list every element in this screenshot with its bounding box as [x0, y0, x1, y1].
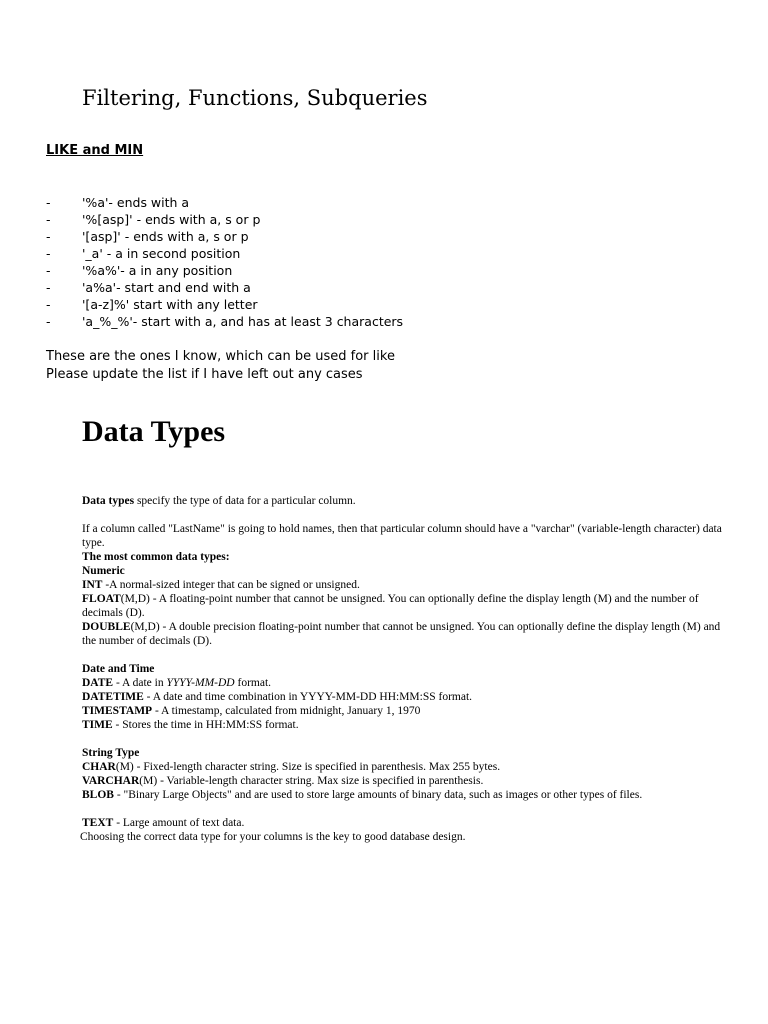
type-name: DATE: [82, 677, 114, 689]
list-item-text: 'a%a'- start and end with a: [82, 280, 251, 295]
type-args: (M,D): [120, 593, 150, 605]
type-name: TEXT: [82, 817, 114, 829]
list-item-text: '%a%'- a in any position: [82, 263, 233, 278]
note-line-2: Please update the list if I have left out any cases: [46, 367, 363, 382]
list-dash: -: [46, 195, 51, 210]
type-name: DOUBLE: [82, 621, 131, 633]
char-entry: [82, 760, 722, 774]
type-desc: - Large amount of text data.: [113, 817, 245, 829]
list-dash: -: [46, 314, 51, 329]
type-desc: - A timestamp, calculated from midnight, January 1, 1970: [152, 705, 421, 717]
type-args: (M): [115, 761, 134, 773]
type-name: INT: [82, 579, 103, 591]
type-desc: - Stores the time in HH:MM:SS format.: [112, 719, 299, 731]
list-item-text: 'a_%_%'- start with a, and has at least 3 characters: [82, 314, 404, 329]
list-item-text: '%[asp]' - ends with a, s or p: [82, 212, 261, 227]
like-min-heading: LIKE and MIN: [46, 143, 144, 158]
datetime-entry: [82, 690, 722, 704]
list-dash: -: [46, 263, 51, 278]
type-name: TIME: [82, 719, 113, 731]
type-desc: - A date and time combination in YYYY-MM-DD HH:MM:SS format.: [143, 691, 473, 703]
note-line-1: These are the ones I know, which can be used for like: [46, 349, 395, 364]
type-args: (M): [139, 775, 158, 787]
float-entry: [82, 592, 722, 620]
list-item-text: '%a'- ends with a: [82, 195, 190, 210]
text-entry: [82, 816, 722, 830]
list-dash: -: [46, 297, 51, 312]
type-name: DATETIME: [82, 691, 144, 703]
blob-entry: [82, 788, 722, 802]
type-desc-end: format.: [234, 677, 272, 689]
date-entry: [82, 676, 722, 690]
type-desc: - "Binary Large Objects" and are used to store large amounts of binary data, such as images or other types of files.: [113, 789, 643, 801]
type-args: (M,D): [130, 621, 160, 633]
list-dash: -: [46, 246, 51, 261]
time-entry: [82, 718, 722, 732]
type-desc: -A normal-sized integer that can be signed or unsigned.: [102, 579, 360, 591]
page-title: Filtering, Functions, Subqueries: [82, 86, 428, 110]
type-name: TIMESTAMP: [82, 705, 153, 717]
list-dash: -: [46, 229, 51, 244]
data-types-title: Data Types: [82, 415, 226, 448]
like-note: [46, 348, 395, 384]
double-entry: [82, 620, 722, 648]
closing-line: Choosing the correct data type for your columns is the key to good database design.: [80, 831, 466, 843]
type-desc: - Variable-length character string. Max size is specified in parenthesis.: [157, 775, 484, 787]
int-entry: [82, 578, 722, 592]
common-types-heading: The most common data types:: [82, 551, 230, 563]
type-desc: - A double precision floating-point number that cannot be unsigned. You can optionally define the display length (M) and the number of decimals (D).: [82, 621, 721, 647]
data-types-intro: [82, 494, 722, 508]
type-desc: - Fixed-length character string. Size is specified in parenthesis. Max 255 bytes.: [133, 761, 501, 773]
type-name: FLOAT: [82, 593, 121, 605]
numeric-heading: Numeric: [82, 565, 125, 577]
intro-text: specify the type of data for a particular column.: [134, 495, 356, 507]
list-dash: -: [46, 280, 51, 295]
timestamp-entry: [82, 704, 722, 718]
string-heading: String Type: [82, 747, 140, 759]
varchar-entry: [82, 774, 722, 788]
data-types-body: [82, 494, 722, 844]
type-name: CHAR: [82, 761, 116, 773]
datetime-heading: Date and Time: [82, 663, 155, 675]
list-item-text: '_a' - a in second position: [82, 246, 241, 261]
type-desc: - A floating-point number that cannot be unsigned. You can optionally define the display length (M) and the number of decimals (D).: [82, 593, 699, 619]
data-types-example: If a column called "LastName" is going to hold names, then that particular column should have a "varchar" (variable-length character) data type.: [82, 523, 722, 549]
type-name: VARCHAR: [82, 775, 140, 787]
list-item-text: '[asp]' - ends with a, s or p: [82, 229, 249, 244]
list-item-text: '[a-z]%' start with any letter: [82, 297, 258, 312]
type-name: BLOB: [82, 789, 114, 801]
list-dash: -: [46, 212, 51, 227]
date-format: YYYY-MM-DD: [166, 677, 235, 689]
type-desc: - A date in: [113, 677, 167, 689]
intro-term: Data types: [82, 495, 135, 507]
